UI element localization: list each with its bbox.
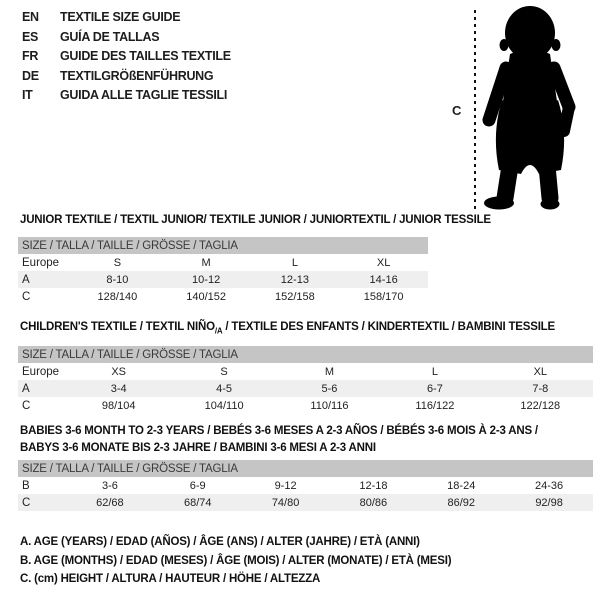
size-cell: S	[113, 256, 122, 269]
lang-row-es	[22, 28, 231, 48]
size-cell: S	[220, 365, 228, 378]
size-cell: XL	[533, 365, 548, 378]
height-cell: 140/152	[186, 290, 226, 303]
age-cell: 4-5	[216, 382, 233, 395]
table-row	[18, 271, 428, 288]
children-size-table	[18, 346, 593, 414]
age-cell: 6-7	[426, 382, 443, 395]
table-row	[18, 288, 428, 305]
age-cell: 12-13	[280, 273, 309, 286]
size-bar: SIZE / TALLA / TAILLE / GRÖSSE / TAGLIA	[18, 460, 593, 477]
size-cell: L	[431, 365, 438, 378]
babies-title-line2: BABYS 3-6 MONATE BIS 2-3 JAHRE / BAMBINI 3-6 MESI A 2-3 ANNI	[20, 442, 376, 454]
row-label: C	[22, 399, 31, 412]
height-marker-label: C	[452, 103, 462, 118]
lang-label: TEXTILE SIZE GUIDE	[60, 10, 181, 24]
height-cell: 86/92	[447, 496, 475, 509]
age-cell: 12-18	[359, 479, 388, 492]
lang-row-en	[22, 8, 231, 28]
babies-size-table	[18, 460, 593, 511]
footnotes	[20, 533, 451, 589]
height-cell: 152/158	[274, 290, 315, 303]
lang-code: DE	[22, 68, 39, 83]
size-bar: SIZE / TALLA / TAILLE / GRÖSSE / TAGLIA	[18, 237, 428, 254]
lang-code: IT	[22, 88, 33, 103]
row-label: C	[22, 496, 31, 509]
age-cell: 8-10	[106, 273, 129, 286]
age-cell: 6-9	[189, 479, 206, 492]
height-cell: 92/98	[535, 496, 563, 509]
row-label: Europe	[22, 256, 60, 269]
table-row	[18, 363, 593, 380]
age-cell: 3-4	[110, 382, 127, 395]
height-measure-line	[474, 10, 476, 210]
babies-table-title	[20, 423, 538, 457]
footnote-a: A. AGE (YEARS) / EDAD (AÑOS) / ÂGE (ANS) / ALTER (JAHRE) / ETÀ (ANNI)	[20, 536, 420, 548]
lang-code: ES	[22, 29, 39, 44]
height-cell: 158/170	[363, 290, 404, 303]
children-title-main: CHILDREN'S TEXTILE / TEXTIL NIÑO	[20, 321, 215, 333]
age-cell: 7-8	[532, 382, 549, 395]
row-label: A	[22, 273, 30, 286]
height-cell: 98/104	[101, 399, 136, 412]
age-cell: 10-12	[192, 273, 221, 286]
row-label: A	[22, 382, 30, 395]
row-label: B	[22, 479, 30, 492]
lang-row-it	[22, 86, 231, 106]
table-row	[18, 477, 593, 494]
size-cell: M	[324, 365, 335, 378]
height-cell: 116/122	[415, 399, 455, 412]
babies-title-line1: BABIES 3-6 MONTH TO 2-3 YEARS / BEBÉS 3-6 MESES A 2-3 AÑOS / BÉBÉS 3-6 MOIS À 2-3 ANS /	[20, 425, 538, 437]
lang-code: FR	[22, 49, 39, 64]
size-cell: L	[291, 256, 298, 269]
size-bar: SIZE / TALLA / TAILLE / GRÖSSE / TAGLIA	[18, 346, 593, 363]
language-title-block	[22, 8, 231, 106]
age-cell: 9-12	[274, 479, 297, 492]
lang-row-fr	[22, 47, 231, 67]
size-cell: XL	[376, 256, 391, 269]
height-cell: 62/68	[96, 496, 124, 509]
table-row	[18, 397, 593, 414]
table-row	[18, 380, 593, 397]
row-label: C	[22, 290, 31, 303]
height-cell: 110/116	[310, 399, 349, 412]
table-row	[18, 494, 593, 511]
age-cell: 24-36	[535, 479, 564, 492]
lang-label: GUIDE DES TAILLES TEXTILE	[60, 49, 231, 64]
height-cell: 74/80	[271, 496, 300, 509]
lang-label: GUIDA ALLE TAGLIE TESSILI	[60, 88, 228, 103]
children-title-rest: / TEXTILE DES ENFANTS / KINDERTEXTIL / BAMBINI TESSILE	[222, 321, 555, 333]
lang-code: EN	[22, 10, 39, 24]
children-title-sub: /A	[214, 326, 223, 336]
age-cell: 5-6	[321, 382, 338, 395]
height-cell: 104/110	[204, 399, 244, 412]
lang-label: GUÍA DE TALLAS	[60, 29, 160, 44]
height-cell: 68/74	[183, 496, 212, 509]
height-cell: 128/140	[97, 290, 138, 303]
table-row	[18, 254, 428, 271]
lang-row-de	[22, 67, 231, 87]
size-cell: XS	[111, 365, 127, 378]
height-cell: 122/128	[520, 399, 561, 412]
junior-table-title: JUNIOR TEXTILE / TEXTIL JUNIOR/ TEXTILE JUNIOR / JUNIORTEXTIL / JUNIOR TESSILE	[20, 214, 491, 226]
row-label: Europe	[22, 365, 60, 378]
baby-silhouette-icon	[482, 4, 594, 212]
age-cell: 14-16	[369, 273, 398, 286]
junior-size-table	[18, 237, 428, 305]
age-cell: 18-24	[447, 479, 476, 492]
age-cell: 3-6	[101, 479, 118, 492]
height-cell: 80/86	[359, 496, 388, 509]
lang-label: TEXTILGRÖßENFÜHRUNG	[60, 68, 214, 83]
size-cell: M	[201, 256, 211, 269]
children-table-title	[20, 321, 555, 335]
footnote-c: C. (cm) HEIGHT / ALTURA / HAUTEUR / HÖHE / ALTEZZA	[20, 573, 321, 585]
footnote-b: B. AGE (MONTHS) / EDAD (MESES) / ÂGE (MOIS) / ALTER (MONATE) / ETÀ (MESI)	[20, 554, 452, 567]
